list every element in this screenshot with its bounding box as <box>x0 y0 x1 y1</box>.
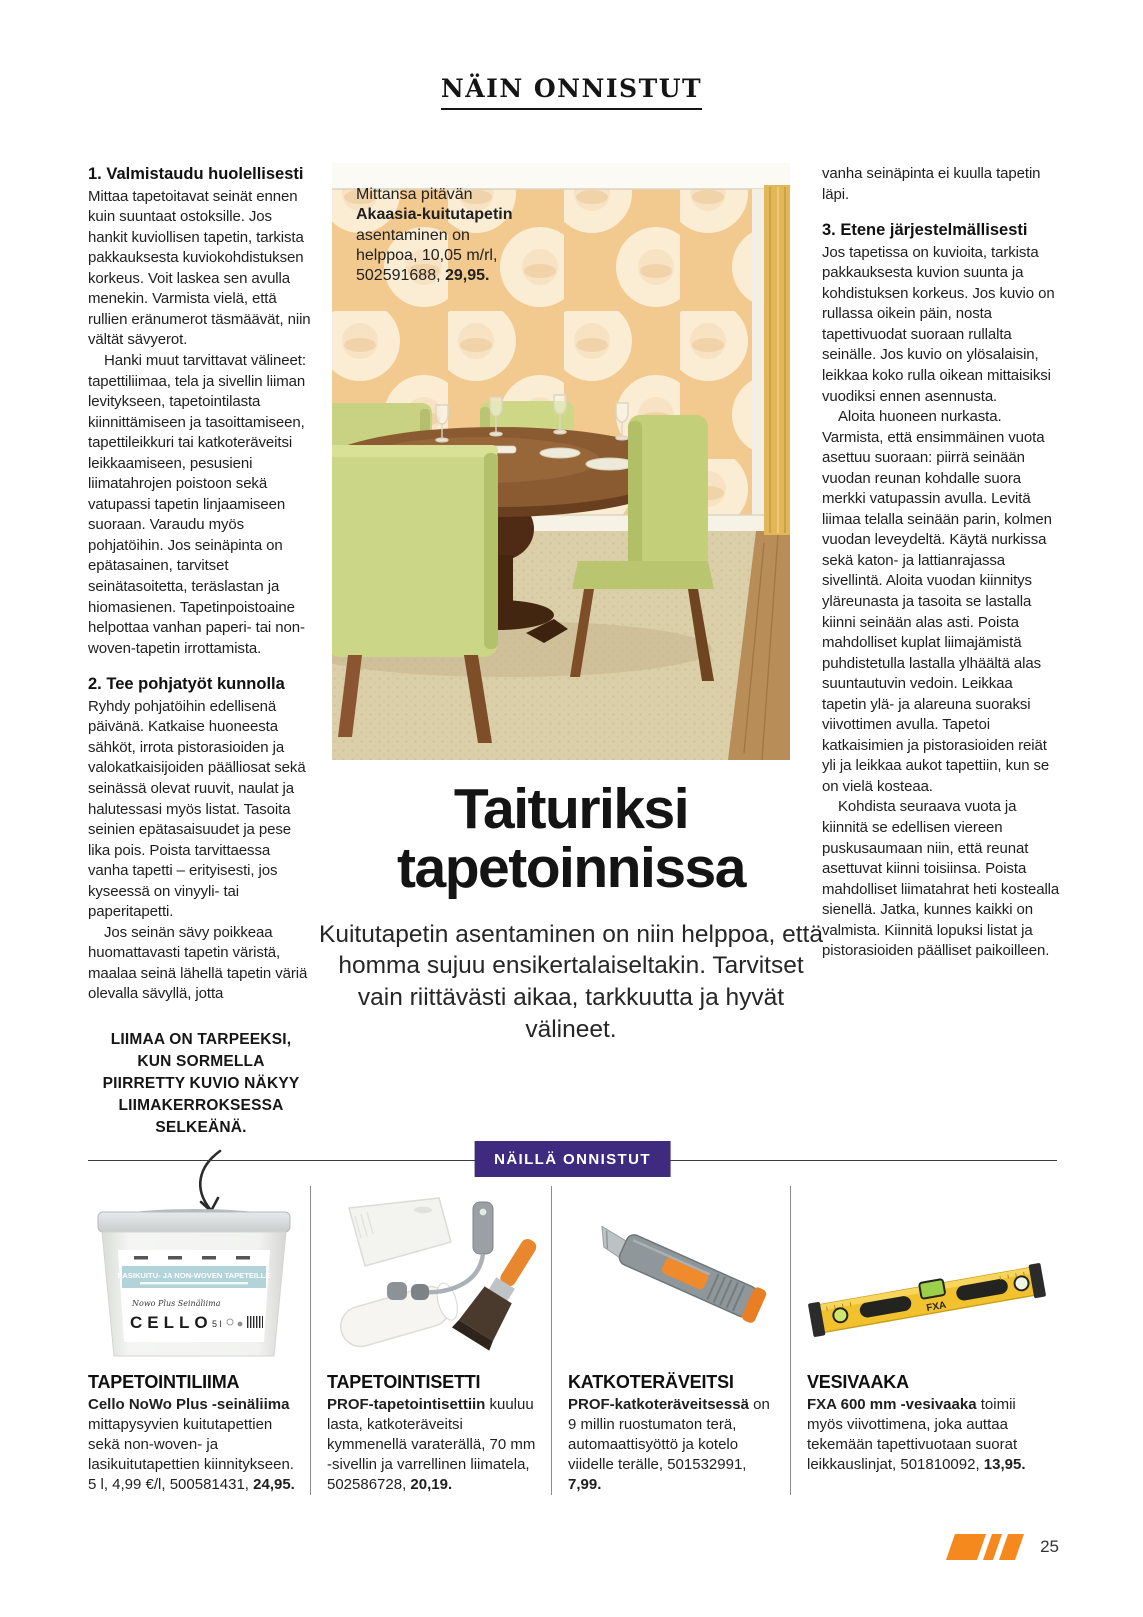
product-name: PROF-katkoteräveitsessä <box>568 1396 749 1413</box>
products-section-divider <box>88 1141 1057 1181</box>
paint-brush <box>452 1229 541 1351</box>
product-vesivaaka <box>790 1186 1057 1495</box>
pack-size: 5 l <box>212 1319 222 1329</box>
feature-title-line2: tapetoinnissa <box>397 836 745 901</box>
feature-title-line1: Taituriksi <box>453 777 689 841</box>
products-row <box>88 1186 1057 1495</box>
product-description <box>327 1395 541 1495</box>
product-category: TAPETOINTILIIMA <box>88 1372 240 1392</box>
product-name: Cello NoWo Plus -seinäliima <box>88 1396 290 1413</box>
section-3-heading: 3. Etene järjestelmällisesti <box>822 221 1028 240</box>
label-script-text: Nowo Plus Seinäliima <box>132 1299 221 1308</box>
section-3-paragraph: Kohdista seuraava vuota ja kiinnitä se edellisen viereen puskusaumaan niin, että reunat asettuvat kiinni toisiinsa. Poista mahdolliset liimatahrat heti kostealla sienellä. Jatka, kunnes kaikki on valmista. Kiinnitä lopuksi listat ja pistorasioiden päälliset paikoilleen. <box>822 798 1060 960</box>
section-1-paragraph: Mittaa tapetoitavat seinät ennen kuin suuntaat ostoksille. Jos hankit kuviollisen tapetin, tarkista pakkauksesta kuviokohdistuksen korkeus. Voit laskea sen avulla menekin. Varmista vielä, että rullien eränumerot täsmäävät, niin vältät sävyerot. <box>88 187 311 349</box>
product-description <box>88 1395 300 1495</box>
smoothing-spatula <box>349 1198 451 1266</box>
wallpaper-kit-image <box>327 1186 541 1362</box>
feature-lede: Kuitutapetin asentaminen on niin helppoa, että homma sujuu ensikertalaiseltakin. Tarvitset vain riittävästi aikaa, tarkkuutta ja hyvät välineet. <box>319 920 823 1044</box>
product-body: kuuluu lasta, katkoteräveitsi kymmenellä varaterällä, 70 mm -sivellin ja varrellinen liimatela, 502586728, <box>327 1396 536 1493</box>
section-2-paragraph: Jos seinän sävy poikkeaa huomattavasti tapetin väristä, maalaa seinä lähellä tapetin väriä olevalla sävyllä, jotta <box>88 923 308 1003</box>
brand-name: CELLO <box>130 1313 213 1332</box>
product-body: toimii myös viivottimena, joka auttaa tekemään tapettivuotaan suorat leikkauslinjat, 501810092, <box>807 1396 1018 1473</box>
feature-title <box>316 777 826 901</box>
products-section-badge: NÄILLÄ ONNISTUT <box>474 1141 671 1177</box>
kicker-wrap <box>0 74 1143 110</box>
utility-knife-icon <box>568 1190 780 1362</box>
level-vial-center <box>919 1279 945 1299</box>
product-body: mittapysyvien kuitutapettien sekä non-woven- ja lasikuitutapettien kiinnitykseen. 5 l, 4,99 €/l, 500581431, <box>88 1415 294 1493</box>
caption-product-name: Akaasia-kuitutapetin <box>356 206 513 224</box>
product-category: KATKOTERÄVEITSI <box>568 1372 734 1392</box>
spirit-level-image <box>807 1186 1047 1362</box>
triple-slash-brand-icon <box>946 1534 1024 1560</box>
caption-price: 29,95. <box>444 267 490 285</box>
product-price: 24,95. <box>253 1475 295 1493</box>
feature-title-block <box>316 777 826 1046</box>
product-body: on 9 millin ruostumaton terä, automaattisyöttö ja kotelo viidelle terälle, 501532991, <box>568 1396 770 1473</box>
caption-text: Mittansa pitävän <box>356 186 473 203</box>
section-3-paragraph: Jos tapetissa on kuvioita, tarkista pakkauksesta kuvion suunta ja kohdistuksen korkeus. Jos kuvio on rullassa oikein päin, nosta tapettivuodat suoraan rullalta seinälle. Jos kuvio on ylösalaisin, leikkaa koko rulla oikean mittaisiksi vuodiksi ennen asennusta. <box>822 243 1055 405</box>
section-1-paragraph: Hanki muut tarvittavat välineet: tapettiliimaa, tela ja sivellin liiman levitykseen, tapetointilasta kiinnittämiseen ja tasoittamiseen, tapettileikkuri tai katkoteräveitsi leikkaamiseen, pesusieni liimatahrojen poistoon sekä vatupassi tapetin linjaamiseen suoraan. Varaudu myös pohjatöihin. Jos seinäpinta on epätasainen, tarvitset seinätasoitetta, teräslastan ja hiomasienen. Tapetinpoistoaine helpottaa vanhan paperi- tai non-woven-tapetin irrottamista. <box>88 352 306 657</box>
product-katkoteraveitsi <box>551 1186 790 1495</box>
section-2-heading: 2. Tee pohjatyöt kunnolla <box>88 675 285 694</box>
glue-bucket-icon <box>88 1190 300 1362</box>
barcode <box>246 1316 263 1328</box>
label-band-text: LASIKUITU- JA NON-WOVEN TAPETEILLE <box>117 1271 271 1280</box>
product-description <box>568 1395 780 1495</box>
page-number: 25 <box>1040 1537 1059 1556</box>
product-category: TAPETOINTISETTI <box>327 1372 481 1392</box>
caption-text: asentaminen on helppoa, 10,05 m/rl, 502591688, <box>356 226 498 285</box>
product-tapetointisetti <box>310 1186 551 1495</box>
level-brand: FXA <box>925 1299 948 1315</box>
product-tapetointiliima <box>88 1186 310 1495</box>
room-photo <box>332 163 790 760</box>
product-name: PROF-tapetointisettiin <box>327 1396 486 1413</box>
continued-paragraph: vanha seinäpinta ei kuulla tapetin läpi. <box>822 165 1041 203</box>
section-2-paragraph: Ryhdy pohjatöihin edellisenä päivänä. Katkaise huoneesta sähköt, irrota pistorasioiden ja valokatkaisijoiden päälliosat sekä seinässä olevat ruuvit, naulat ja halutessasi myös listat. Tasoita seinien epätasaisuudet ja pese lika pois. Poista tarvittaessa vanha tapetti – erityisesti, jos kyseessä on vinyyli- tai paperitapetti. <box>88 697 306 921</box>
page-footer <box>946 1534 1059 1560</box>
product-category: VESIVAAKA <box>807 1372 909 1392</box>
spirit-level-icon <box>807 1190 1047 1362</box>
utility-knife-image <box>568 1186 780 1362</box>
section-3-paragraph: Aloita huoneen nurkasta. Varmista, että ensimmäinen vuota asettuu suoraan: piirrä seinään vuodan reunan kohdalle suora merkki vatupassin avulla. Levitä liimaa telalla seinään parin, kolmen vuodan leveydeltä. Käytä nurkissa sekä katon- ja lattianrajassa sivellintä. Aloita vuodan kiinnitys yläreunasta ja tasoita se lastalla kiinni seinään alas asti. Poista mahdolliset kuplat liimajämistä puhdistetulla lastalla ylhäältä alas suuntautuvin vedoin. Leikkaa tapetin ylä- ja alareuna suoraksi viivottimen avulla. Tapetoi katkaisimien ja pistorasioiden reiät yli ja leikkaa aukot tapettiin, kun se on vielä kosteaa. <box>822 408 1052 795</box>
page-kicker: NÄIN ONNISTUT <box>441 74 702 110</box>
glue-bucket-image <box>88 1186 300 1362</box>
product-price: 20,19. <box>410 1475 453 1493</box>
wallpaper-kit-icon <box>327 1190 541 1362</box>
product-price: 7,99. <box>568 1475 602 1493</box>
product-description <box>807 1395 1047 1475</box>
article-column-right <box>822 164 1060 962</box>
section-1-heading: 1. Valmistaudu huolellisesti <box>88 165 304 183</box>
article-column-left <box>88 164 314 1219</box>
product-name: FXA 600 mm -vesivaaka <box>807 1396 977 1413</box>
product-price: 13,95. <box>983 1455 1026 1473</box>
glue-tip-callout: LIIMAA ON TARPEEKSI, KUN SORMELLA PIIRRETTY KUVIO NÄKYY LIIMAKERROKSESSA SELKEÄNÄ. <box>102 1031 300 1137</box>
photo-caption <box>356 185 518 287</box>
